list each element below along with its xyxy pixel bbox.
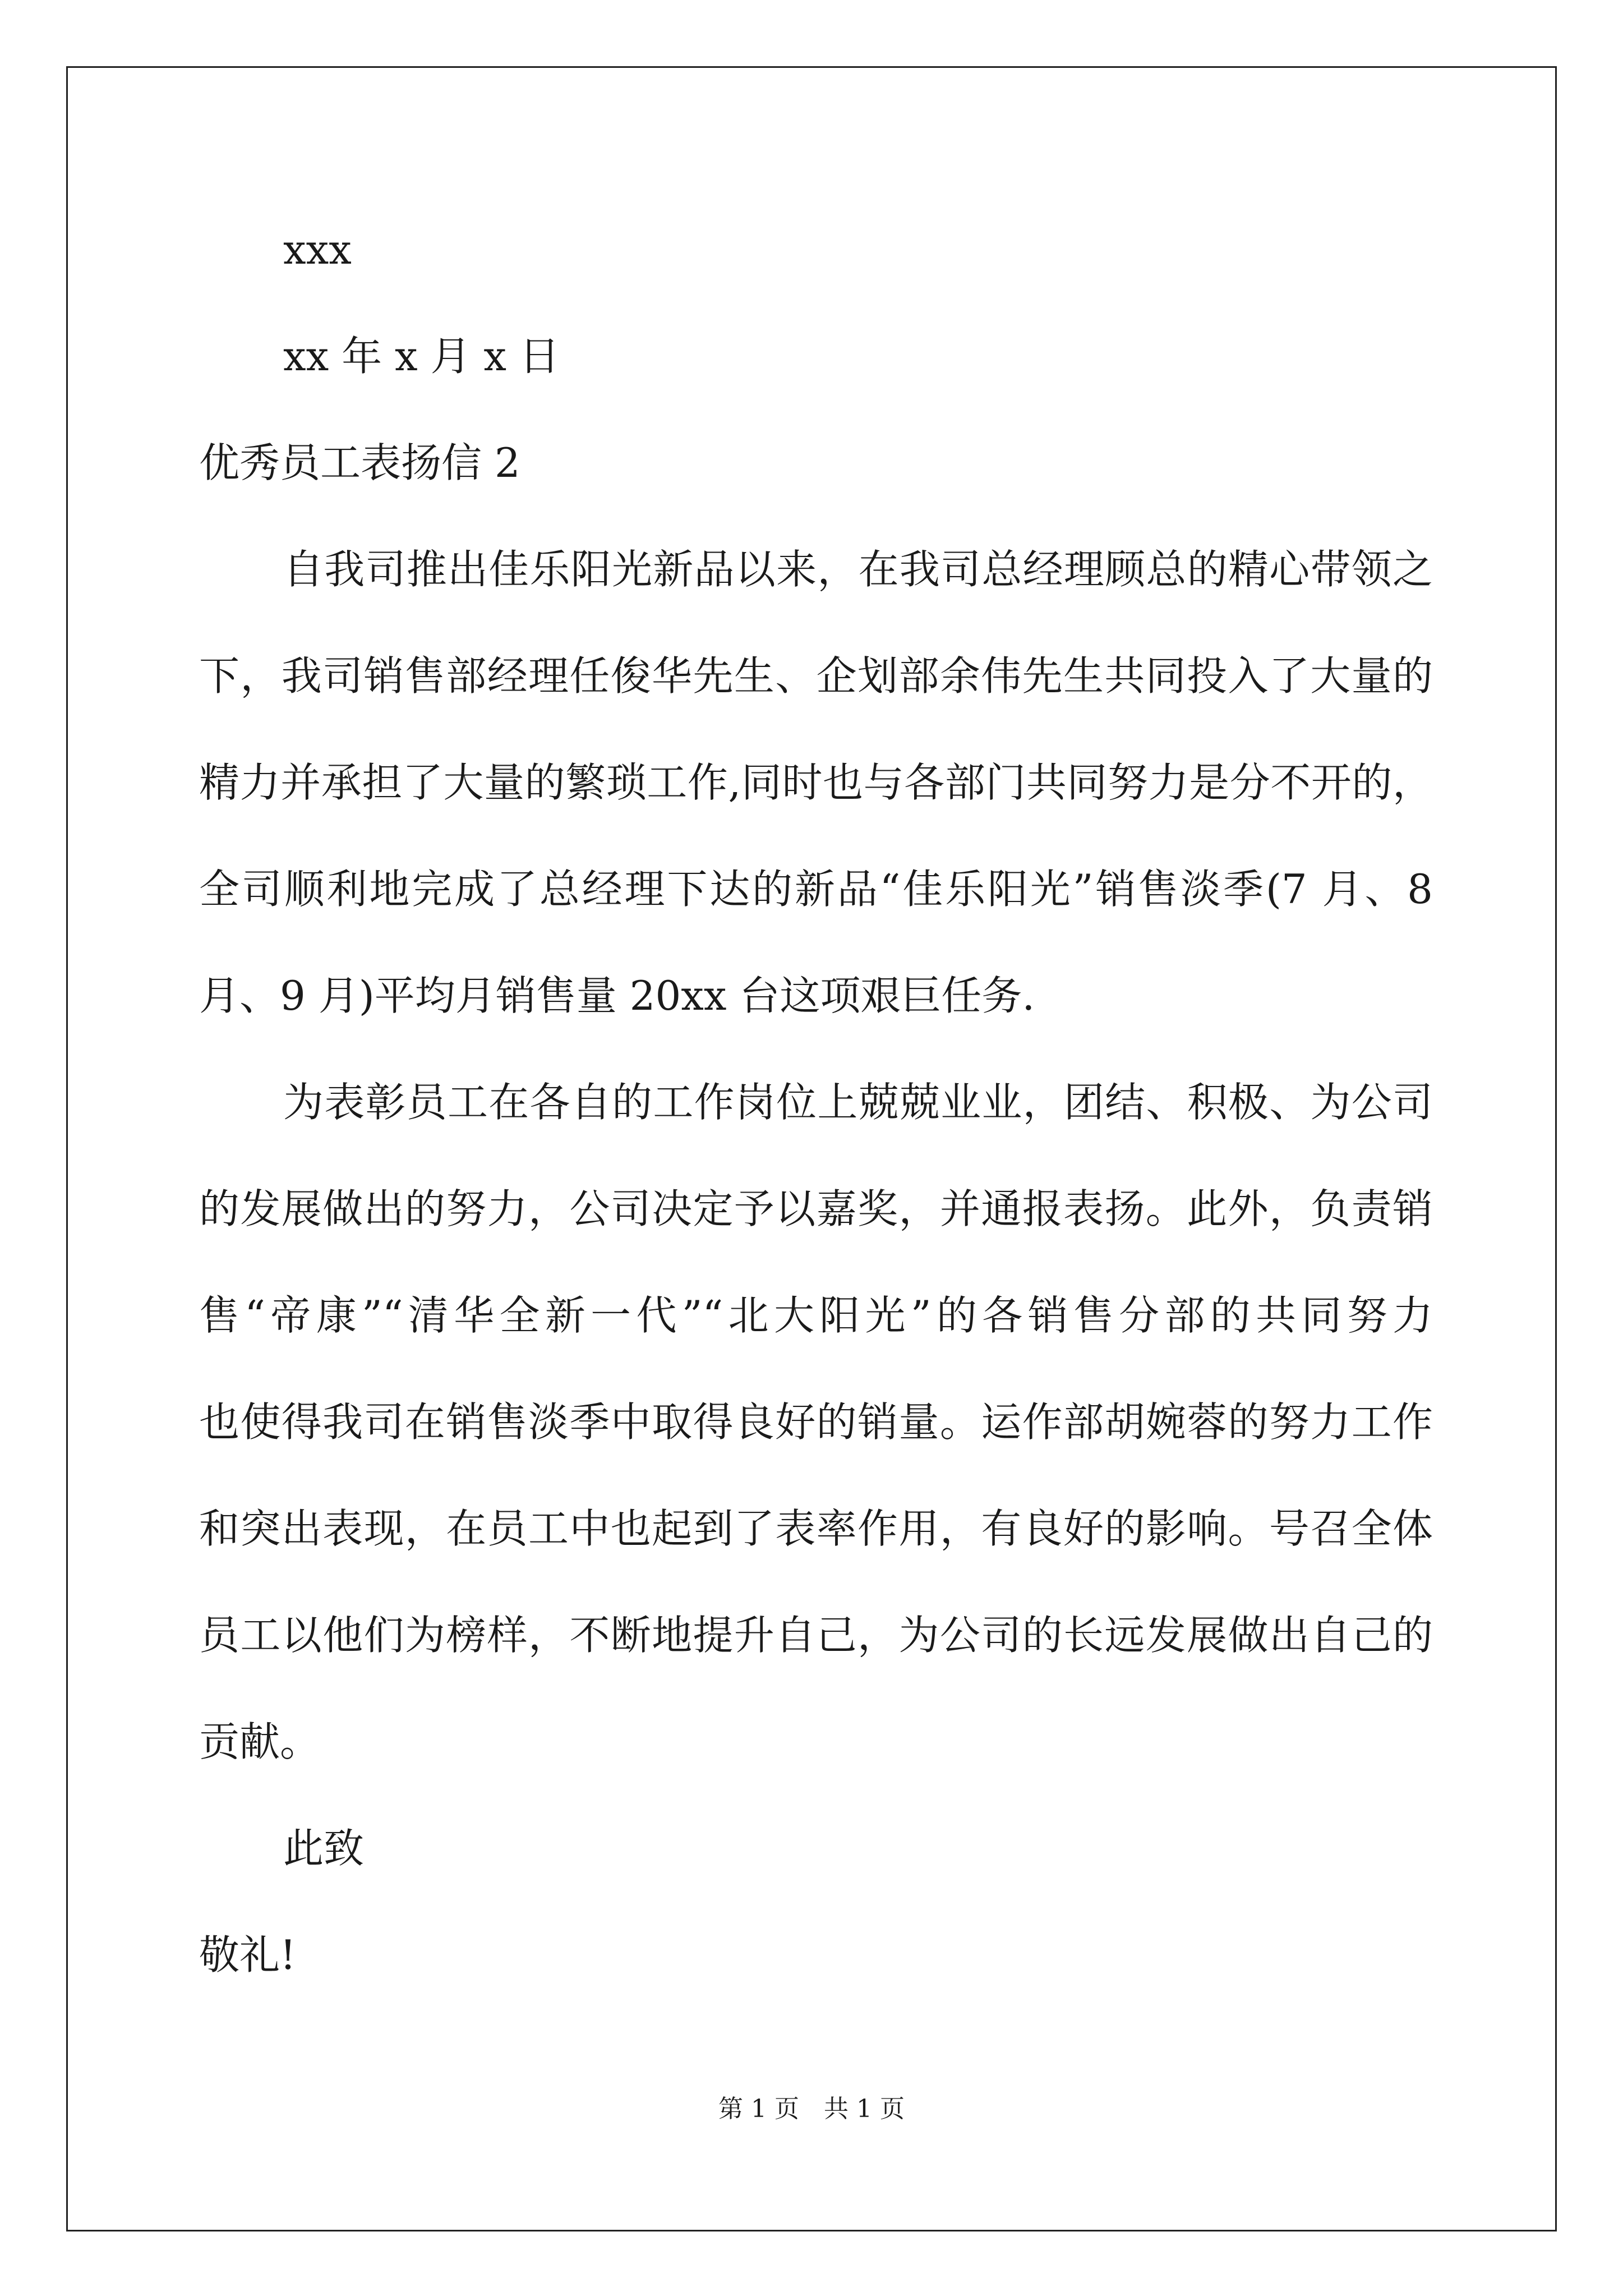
paragraph2-line: 的发展做出的努力，公司决定予以嘉奖，并通报表扬。此外，负责销	[199, 1185, 1433, 1232]
closing: 此致	[283, 1825, 365, 1872]
page-footer: 第 1 页 共 1 页	[718, 2095, 905, 2123]
paragraph1-line: 精力并承担了大量的繁琐工作,同时也与各部门共同努力是分不开的，	[199, 759, 1433, 806]
paragraph2-line: 也使得我司在销售淡季中取得良好的销量。运作部胡婉蓉的努力工作	[199, 1398, 1433, 1446]
page-border	[66, 66, 1557, 2231]
signer: xxx	[283, 226, 352, 273]
paragraph1-line: 全司顺利地完成了总经理下达的新品“佳乐阳光”销售淡季(7 月、8	[199, 866, 1433, 913]
letter-title: 优秀员工表扬信 2	[199, 439, 520, 486]
paragraph2-line: 贡献。	[199, 1718, 321, 1765]
paragraph2-line: 为表彰员工在各自的工作岗位上兢兢业业，团结、积极、为公司	[283, 1079, 1433, 1126]
paragraph2-line: 售“帝康”“清华全新一代”“北大阳光”的各销售分部的共同努力	[199, 1292, 1433, 1339]
paragraph2-line: 员工以他们为榜样，不断地提升自己，为公司的长远发展做出自己的	[199, 1612, 1433, 1659]
date: xx 年 x 月 x 日	[283, 333, 560, 380]
paragraph1-line: 自我司推出佳乐阳光新品以来，在我司总经理顾总的精心带领之	[283, 546, 1433, 593]
paragraph1-line: 下，我司销售部经理任俊华先生、企划部余伟先生共同投入了大量的	[199, 652, 1433, 700]
paragraph1-line: 月、9 月)平均月销售量 20xx 台这项艰巨任务.	[199, 972, 1035, 1019]
salutation: 敬礼!	[199, 1931, 296, 1978]
paragraph2-line: 和突出表现，在员工中也起到了表率作用，有良好的影响。号召全体	[199, 1505, 1433, 1552]
